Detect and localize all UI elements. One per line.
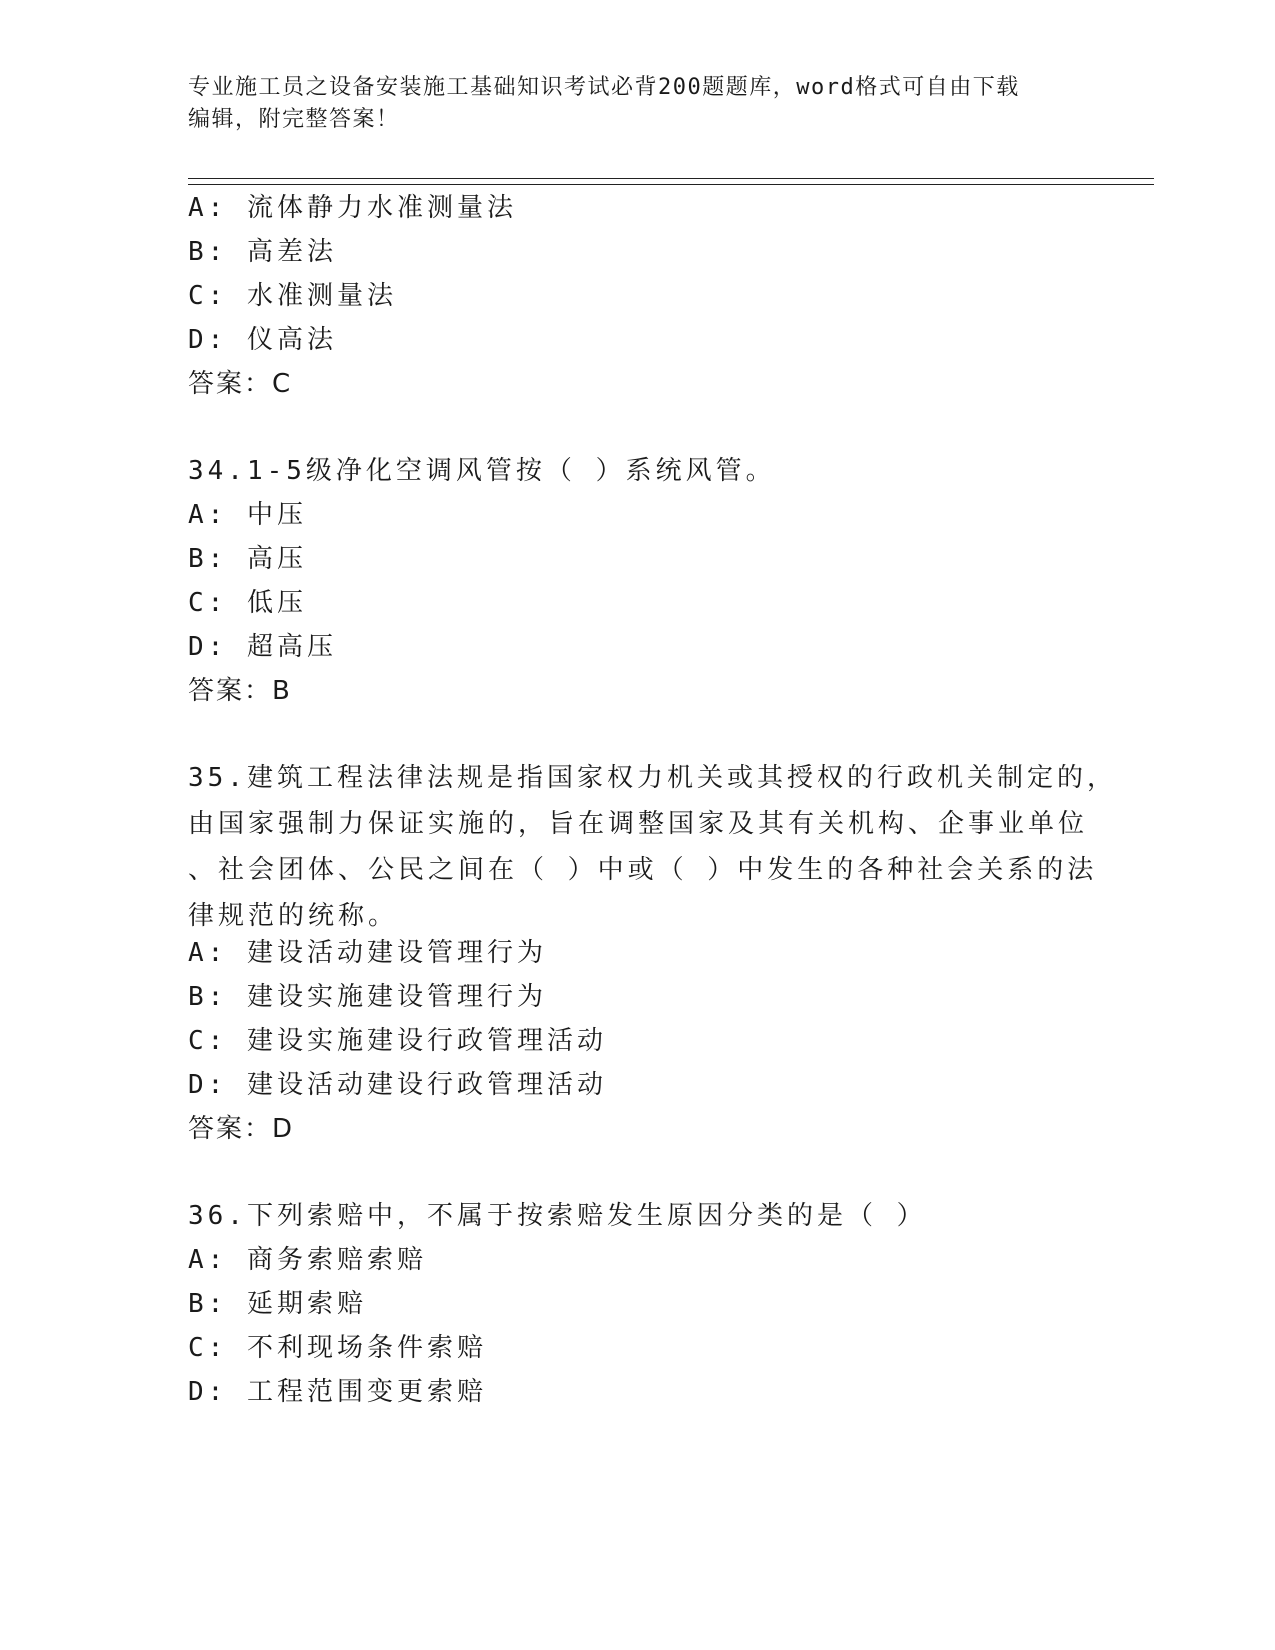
q34-answer: 答案：B (188, 676, 292, 706)
document-header (188, 72, 1088, 136)
q35-option-c: C: 建设实施建设行政管理活动 (188, 1026, 607, 1056)
q35-question-line-2: 由国家强制力保证实施的，旨在调整国家及其有关机构、企事业单位 (188, 809, 1089, 839)
q35-question-line-4: 律规范的统称。 (188, 901, 399, 931)
q35-option-d: D: 建设活动建设行政管理活动 (188, 1070, 607, 1100)
q33-answer: 答案：C (188, 369, 293, 399)
q34-option-a: A: 中压 (188, 500, 307, 530)
q33-option-b: B: 高差法 (188, 237, 337, 267)
header-divider-top (188, 178, 1154, 179)
q36-question: 36.下列索赔中，不属于按索赔发生原因分类的是（ ） (188, 1201, 927, 1231)
q33-option-d: D: 仪高法 (188, 325, 337, 355)
q33-option-a: A: 流体静力水准测量法 (188, 193, 517, 223)
q34-option-b: B: 高压 (188, 544, 307, 574)
q34-option-d: D: 超高压 (188, 632, 337, 662)
q35-question-line-3: 、社会团体、公民之间在（ ）中或（ ）中发生的各种社会关系的法 (188, 855, 1098, 885)
q34-option-c: C: 低压 (188, 588, 307, 618)
q35-option-b: B: 建设实施建设管理行为 (188, 982, 547, 1012)
q33-option-c: C: 水准测量法 (188, 281, 397, 311)
q35-answer: 答案：D (188, 1114, 295, 1144)
q35-question-line-1: 35.建筑工程法律法规是指国家权力机关或其授权的行政机关制定的， (188, 763, 1117, 793)
q34-question: 34.1-5级净化空调风管按（ ）系统风管。 (188, 456, 776, 486)
q36-option-a: A: 商务索赔索赔 (188, 1245, 427, 1275)
q36-option-b: B: 延期索赔 (188, 1289, 367, 1319)
header-line-2: 编辑，附完整答案！ (188, 107, 400, 132)
header-line-1: 专业施工员之设备安装施工基础知识考试必背200题题库，word格式可自由下载 (188, 75, 1020, 100)
q36-option-d: D: 工程范围变更索赔 (188, 1377, 487, 1407)
q35-question (188, 755, 1117, 939)
q35-option-a: A: 建设活动建设管理行为 (188, 938, 547, 968)
q36-option-c: C: 不利现场条件索赔 (188, 1333, 487, 1363)
